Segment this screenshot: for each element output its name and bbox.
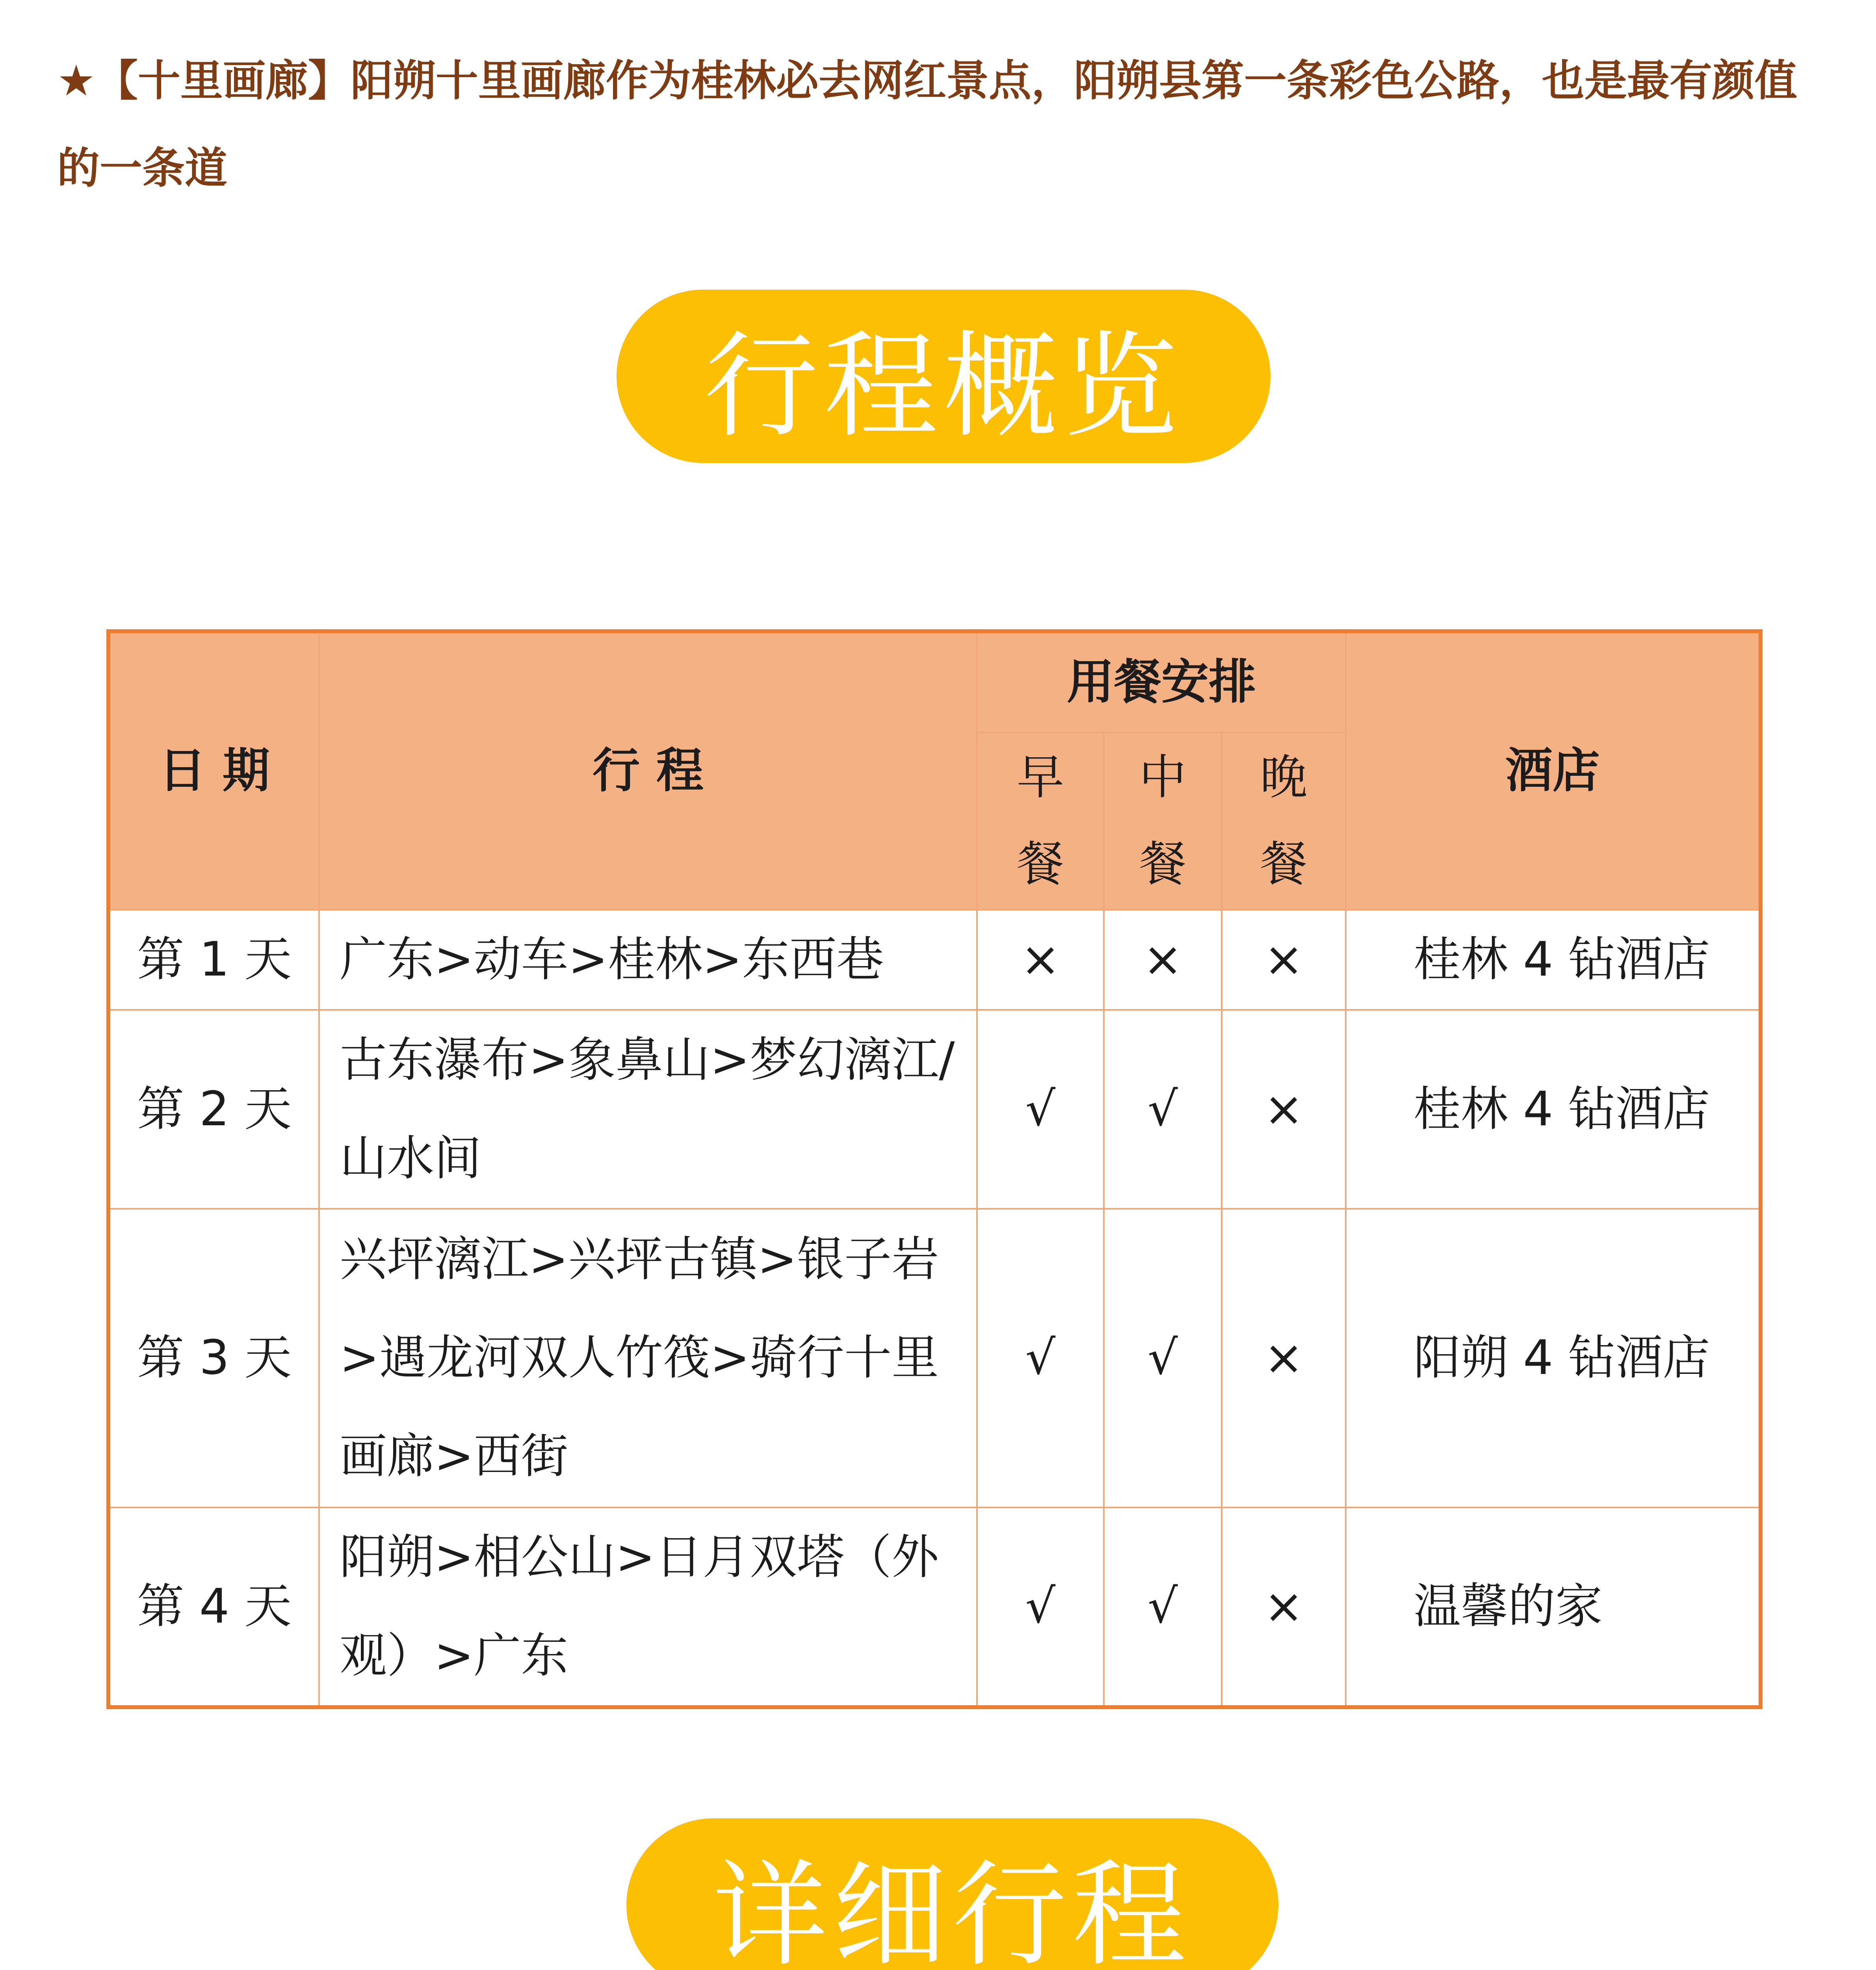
hotel-cell: 阳朔 4 钻酒店 (1346, 1209, 1761, 1507)
day-cell: 第 3 天 (108, 1209, 319, 1507)
table-row (108, 1010, 1761, 1209)
breakfast-cell: √ (977, 1209, 1104, 1507)
table-row (108, 1507, 1761, 1707)
breakfast-cell: √ (977, 1010, 1104, 1209)
header-date: 日 期 (108, 631, 319, 910)
dinner-cell: × (1222, 1507, 1346, 1707)
dinner-cell: × (1222, 1010, 1346, 1209)
lunch-cell: × (1104, 910, 1222, 1010)
header-route: 行 程 (319, 631, 977, 910)
header-meals: 用餐安排 (977, 631, 1346, 732)
header-breakfast: 早餐 (977, 732, 1104, 910)
hotel-cell: 温馨的家 (1346, 1507, 1761, 1707)
intro-highlight: ★【十里画廊】阳朔十里画廊作为桂林必去网红景点，阳朔县第一条彩色公路，也是最有颜值的一条道 (57, 56, 1797, 193)
overview-title-banner (617, 290, 1270, 463)
breakfast-cell: √ (977, 1507, 1104, 1707)
route-cell: 广东>动车>桂林>东西巷 (319, 910, 977, 1010)
dinner-cell: × (1222, 910, 1346, 1010)
day-cell: 第 4 天 (108, 1507, 319, 1707)
breakfast-cell: × (977, 910, 1104, 1010)
header-hotel: 酒店 (1346, 631, 1761, 910)
header-lunch: 中餐 (1104, 732, 1222, 910)
overview-title: 行程概览 (704, 320, 1183, 453)
route-cell: 阳朔>相公山>日月双塔（外观）>广东 (319, 1507, 977, 1707)
lunch-cell: √ (1104, 1209, 1222, 1507)
day-cell: 第 1 天 (108, 910, 319, 1010)
table-row (108, 1209, 1761, 1507)
hotel-cell: 桂林 4 钻酒店 (1346, 910, 1761, 1010)
detail-title: 详细行程 (713, 1849, 1192, 1970)
hotel-cell: 桂林 4 钻酒店 (1346, 1010, 1761, 1209)
table-row (108, 910, 1761, 1010)
lunch-cell: √ (1104, 1010, 1222, 1209)
header-dinner: 晚餐 (1222, 732, 1346, 910)
route-cell: 古东瀑布>象鼻山>梦幻漓江/山水间 (319, 1010, 977, 1209)
lunch-cell: √ (1104, 1507, 1222, 1707)
day-cell: 第 2 天 (108, 1010, 319, 1209)
route-cell: 兴坪漓江>兴坪古镇>银子岩>遇龙河双人竹筏>骑行十里画廊>西街 (319, 1209, 977, 1507)
dinner-cell: × (1222, 1209, 1346, 1507)
itinerary-table (106, 629, 1763, 1709)
detail-title-banner (626, 1818, 1278, 1970)
